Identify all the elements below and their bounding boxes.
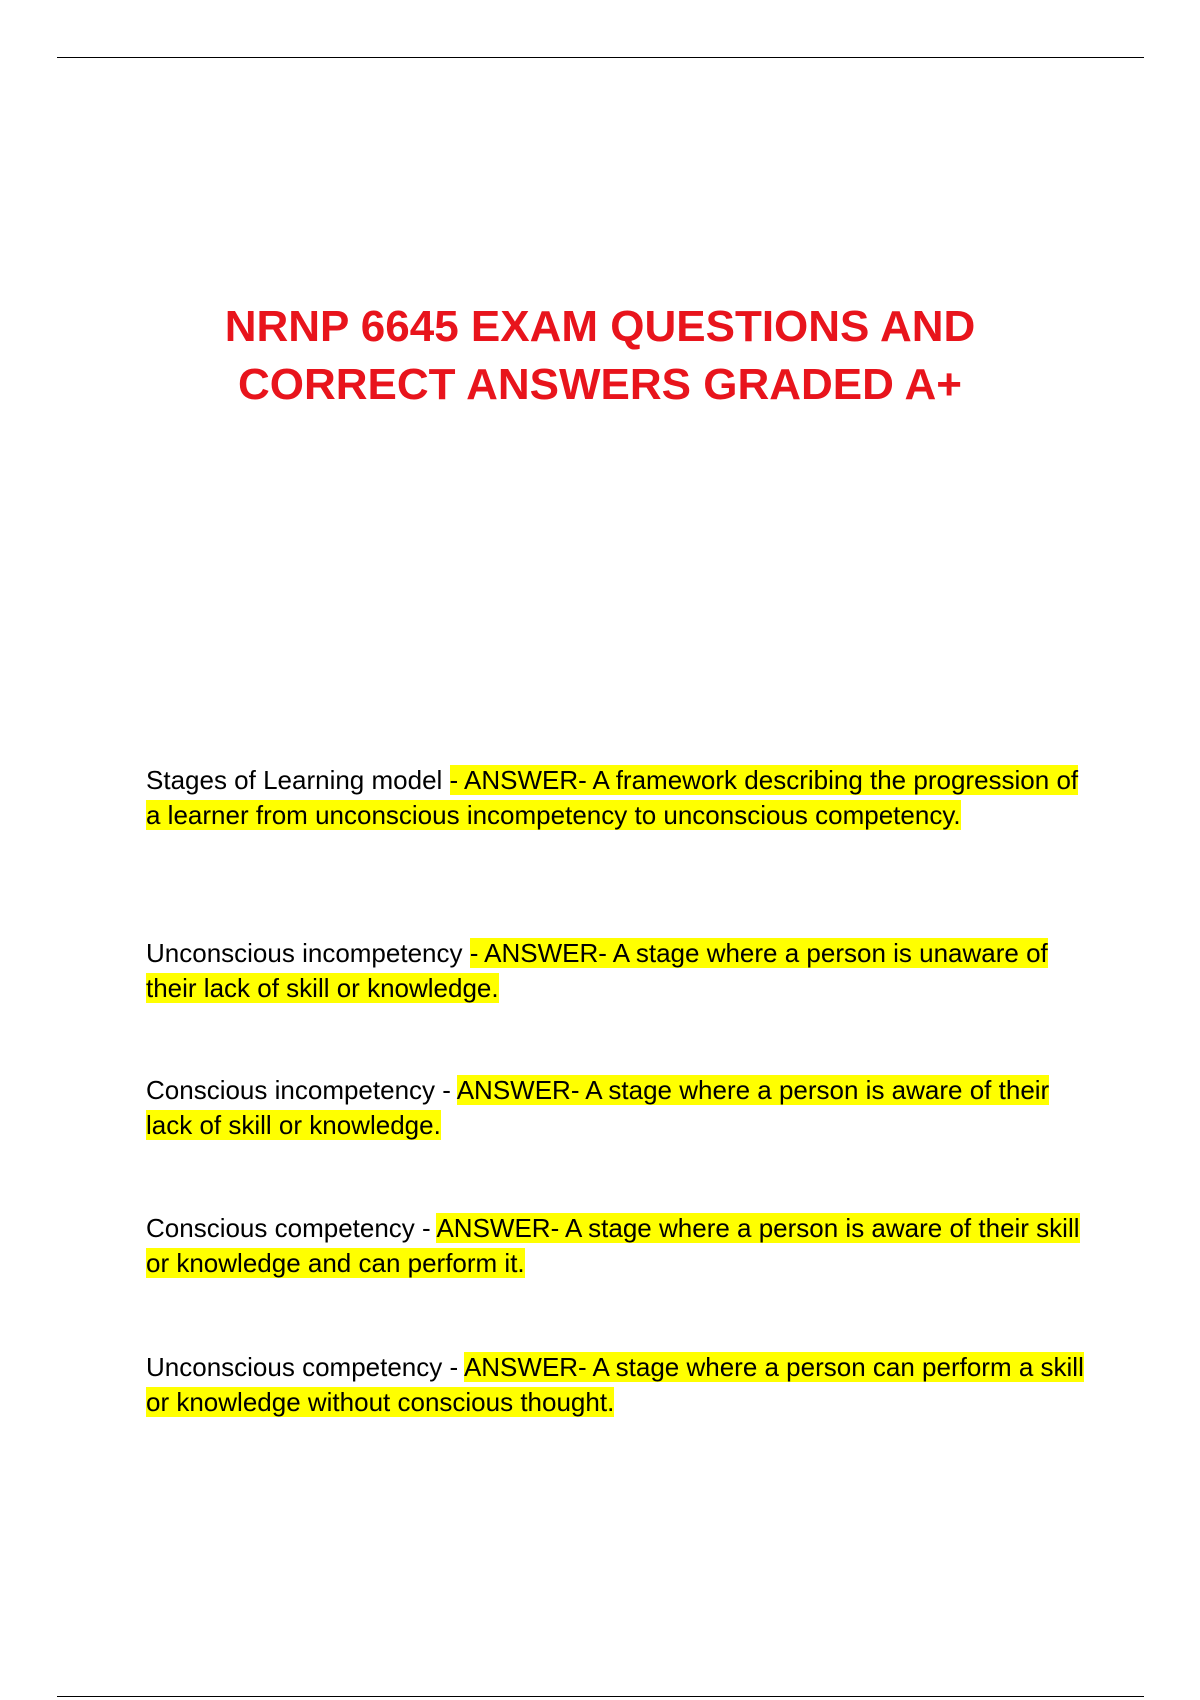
qa-item-unconscious-competency (146, 1350, 1086, 1420)
qa-answer: - ANSWER- A stage where a person is unaware of their lack of skill or knowledge. (146, 938, 1048, 1003)
title-line-2: CORRECT ANSWERS GRADED A+ (237, 360, 962, 409)
qa-answer: ANSWER- A stage where a person is aware of their skill or knowledge and can perform it. (146, 1213, 1080, 1278)
qa-term: Stages of Learning model (146, 765, 450, 795)
document-title (0, 298, 1200, 414)
qa-item-unconscious-incompetency (146, 936, 1086, 1006)
qa-item-conscious-incompetency (146, 1073, 1086, 1143)
qa-item-conscious-competency (146, 1211, 1086, 1281)
qa-term: Conscious incompetency - (146, 1075, 457, 1105)
top-rule (57, 57, 1144, 58)
qa-term: Unconscious incompetency (146, 938, 470, 968)
qa-answer: ANSWER- A stage where a person is aware of their lack of skill or knowledge. (146, 1075, 1050, 1140)
qa-term: Conscious competency - (146, 1213, 437, 1243)
qa-item-stages-of-learning (146, 763, 1086, 833)
title-line-1: NRNP 6645 EXAM QUESTIONS AND (224, 302, 976, 351)
bottom-rule (57, 1696, 1144, 1697)
qa-term: Unconscious competency - (146, 1352, 464, 1382)
qa-answer: - ANSWER- A framework describing the progression of a learner from unconscious incompetency to unconscious competency. (146, 765, 1079, 830)
qa-answer: ANSWER- A stage where a person can perform a skill or knowledge without conscious thought. (146, 1352, 1084, 1417)
